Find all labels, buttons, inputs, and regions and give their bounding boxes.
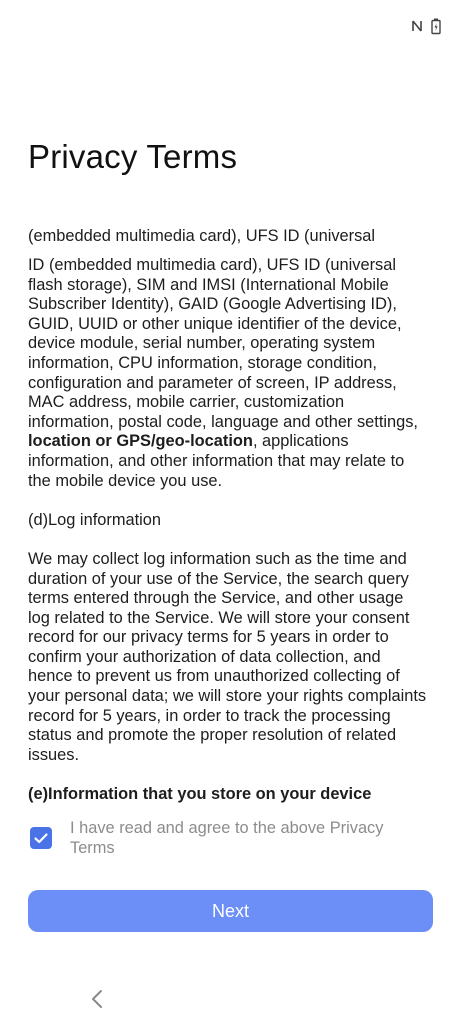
privacy-terms-content[interactable] <box>28 227 428 810</box>
location-emphasis: location or GPS/geo-location <box>28 432 253 451</box>
log-information-heading: (d)Log information <box>28 510 162 529</box>
agree-checkbox[interactable] <box>30 827 52 849</box>
check-icon <box>34 833 48 844</box>
status-bar <box>411 18 441 34</box>
chevron-left-icon <box>90 989 104 1009</box>
page-title: Privacy Terms <box>28 138 238 175</box>
nfc-icon <box>411 19 423 33</box>
next-button[interactable]: Next <box>28 890 433 932</box>
stored-information-heading: (e)Information that you store on your device <box>28 785 372 804</box>
clipped-text-line: (embedded multimedia card), UFS ID (universal <box>28 227 376 245</box>
log-information-paragraph: We may collect log information such as the time and duration of your use of the Service, the search query terms entered through the Service, and other usage log related to the Service. We will store your consent record for our privacy terms for 5 years in order to confirm your authorization of data collection, and hence to prevent us from unauthorized collecting of your personal data; we will store your rights complaints record for 5 years, in order to track the processing status and promote the proper resolution of related issues. <box>28 549 427 764</box>
back-button[interactable] <box>86 988 108 1010</box>
battery-icon <box>431 18 441 34</box>
consent-row[interactable] <box>30 818 430 858</box>
agree-label[interactable]: I have read and agree to the above Privacy Terms <box>70 819 384 857</box>
device-information-paragraph: ID (embedded multimedia card), UFS ID (universal flash storage), SIM and IMSI (International Mobile Subscriber Identity), GAID (Google Advertising ID), GUID, UUID or other unique identifier of the device, device module, serial number, operating system information, CPU information, storage condition, configuration and parameter of screen, IP address, MAC address, mobile carrier, customization information, postal code, language and other settings, location or GPS/geo-location, applications information, and other information that may relate to the mobile device you use. <box>28 256 418 490</box>
